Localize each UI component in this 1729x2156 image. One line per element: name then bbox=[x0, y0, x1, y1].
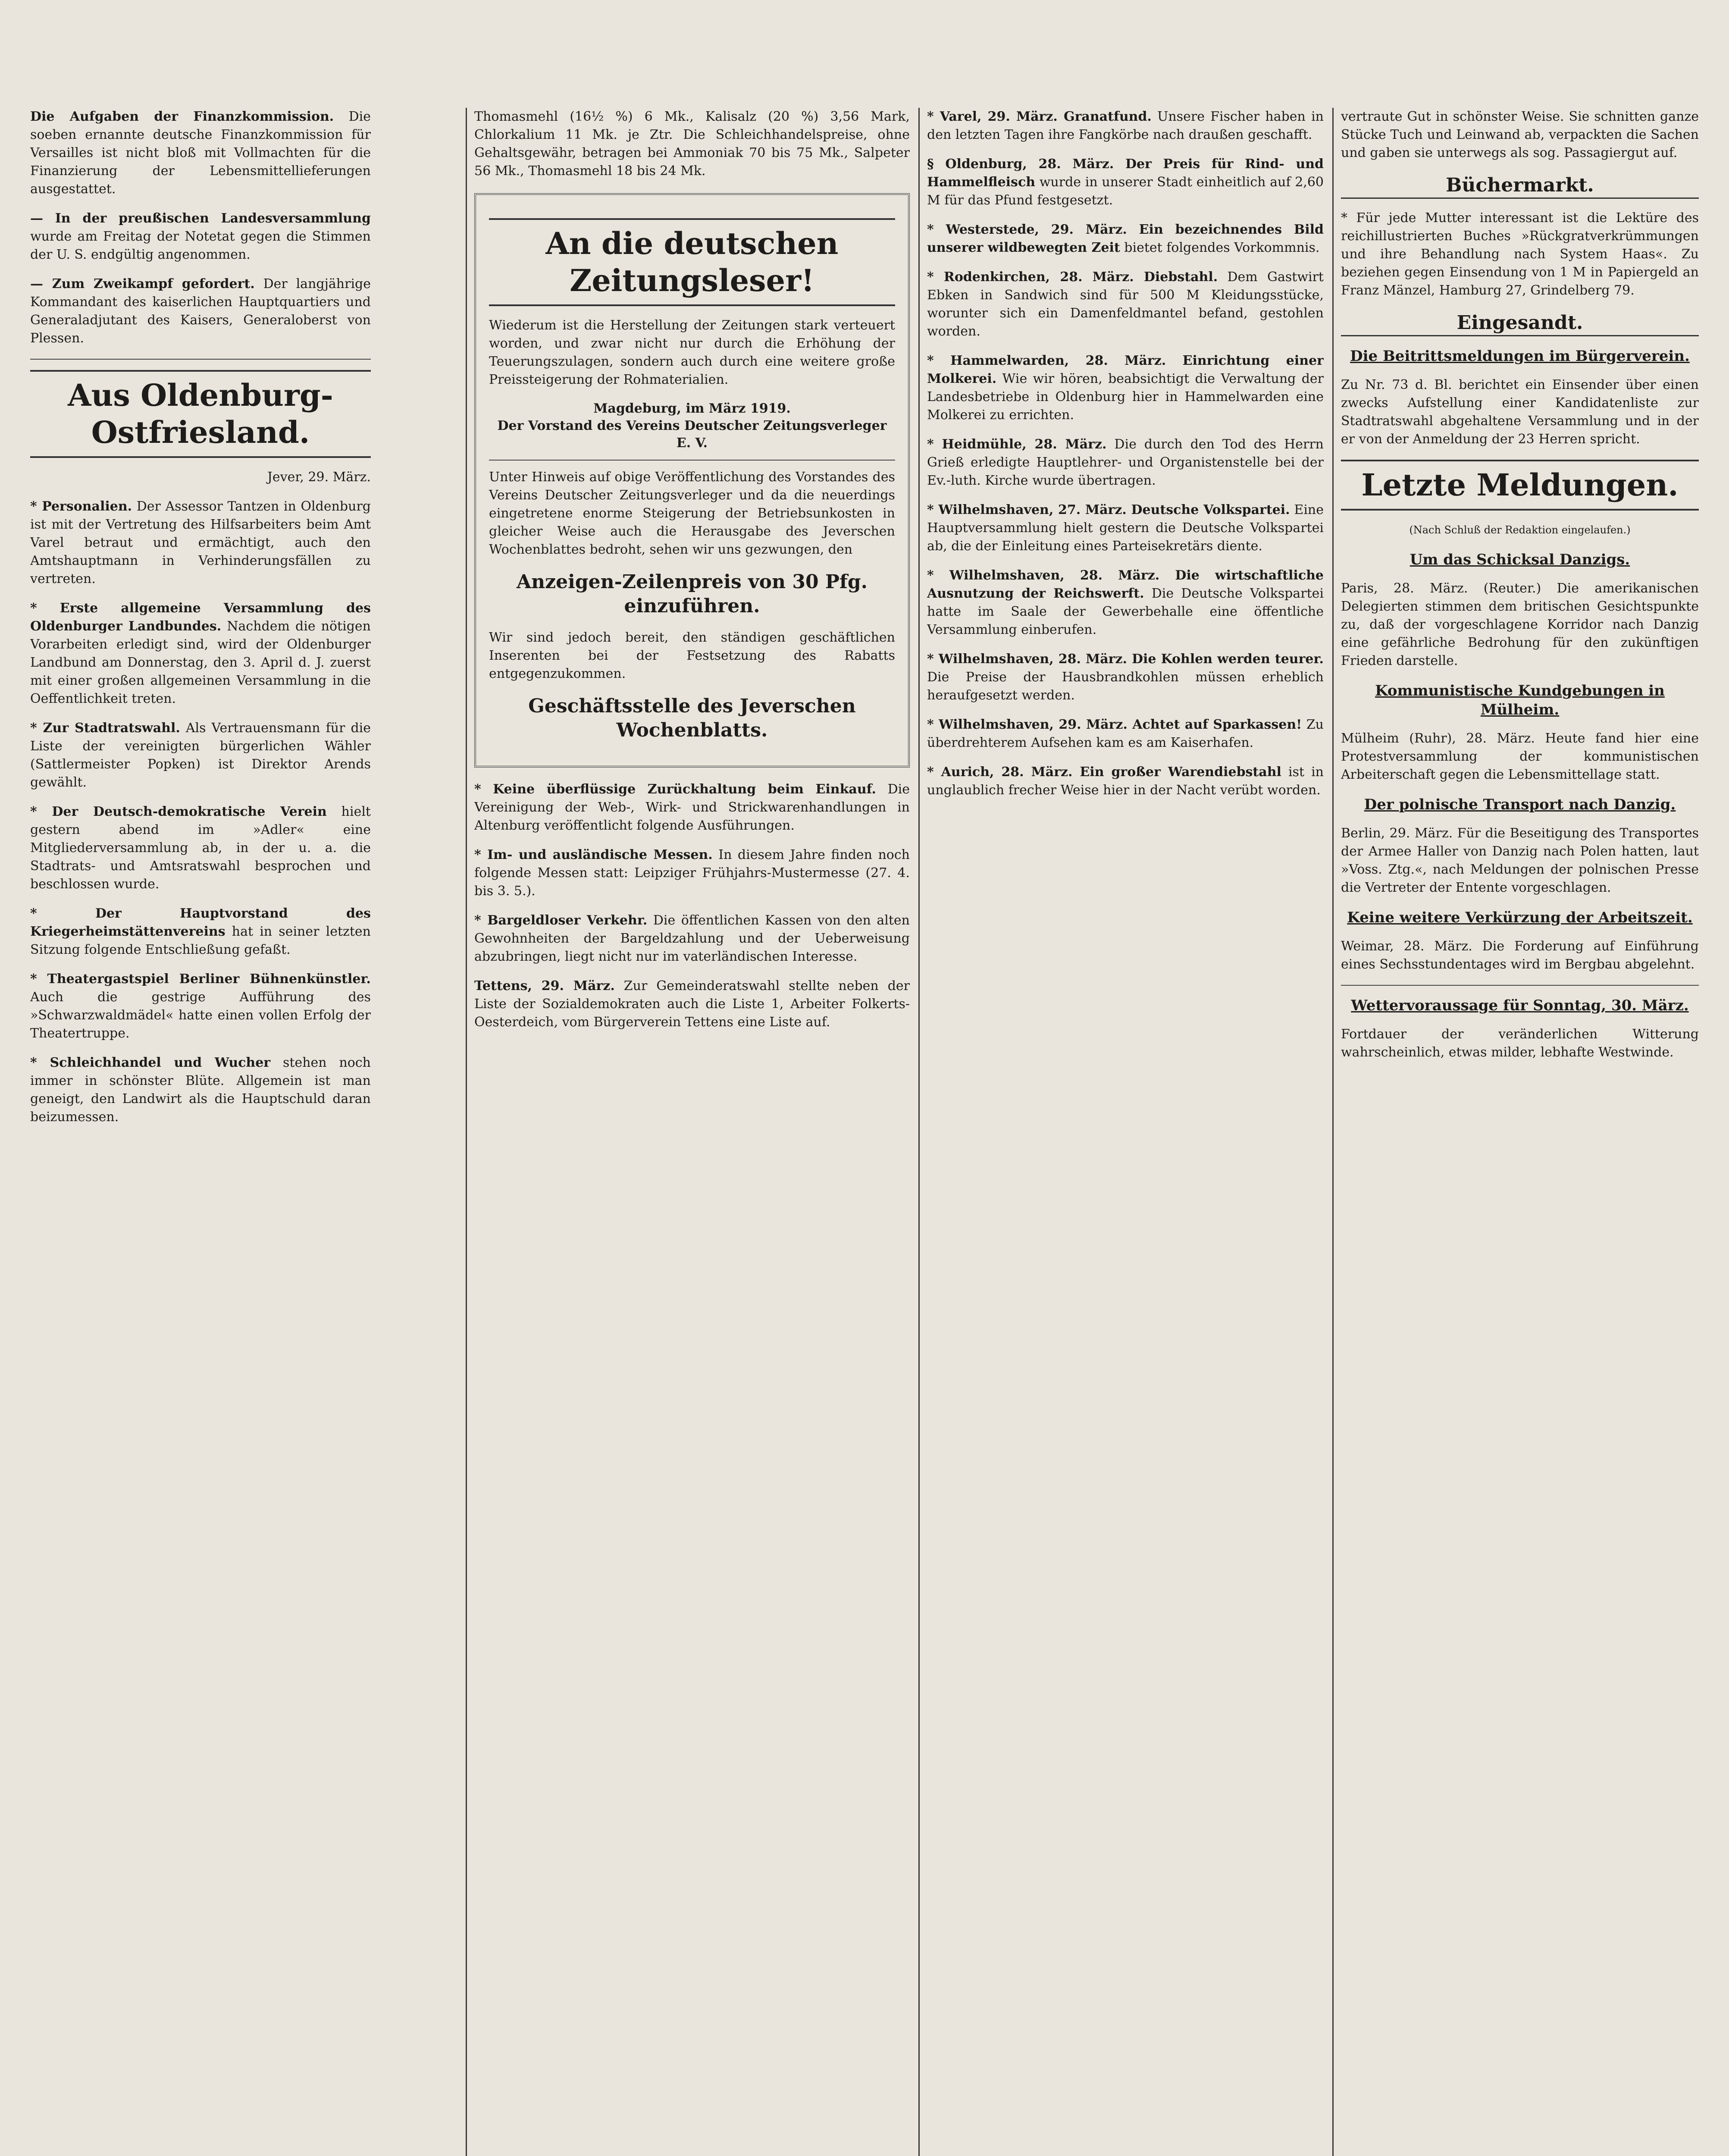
price-title: Anzeigen-Zeilenpreis von 30 Pfg. einzuführen. bbox=[517, 571, 868, 617]
column-rule bbox=[466, 108, 467, 2156]
news-item: Kommunistische Kundgebungen in Mülheim. Mülheim (Ruhr), 28. März. Heute fand hier eine Protestversammlung der kommunistischen Arbeiterschaft gegen die Lebensmittellage statt. bbox=[1341, 682, 1699, 782]
books-text: * Für jede Mutter interessant ist die Lektüre des reichillustrierten Buches »Rückgratverkrümmungen und ihre Behandlung nach System Haas«. Zu beziehen gegen Einsendung von 1 M in Papiergeld an Franz Mänzel, Hamburg 27, Grindelberg 79. bbox=[1341, 210, 1699, 298]
article: * Im- und ausländische Messen. In diesem Jahre finden noch folgende Messen statt: Leipziger Frühjahrs-Mustermesse (27. 4. bis 3. 5.). bbox=[474, 847, 910, 899]
section-title: Aus Oldenburg-Ostfriesland. bbox=[30, 370, 371, 458]
column-1 bbox=[30, 108, 371, 2156]
books-title: Büchermarkt. bbox=[1341, 173, 1699, 199]
publisher-appeal-box bbox=[474, 193, 910, 768]
article: * Westerstede, 29. März. Ein bezeichnendes Bild unserer wildbewegten Zeit bietet folgendes Vorkommnis. bbox=[927, 222, 1324, 255]
weather-title: Wettervoraussage für Sonntag, 30. März. bbox=[1351, 997, 1689, 1014]
appeal-text: Wiederum ist die Herstellung der Zeitungen stark verteuert worden, und zwar nicht nur durch die Erhöhung der Teuerungszulagen, sondern auch durch eine weitere große Preissteigerung der Rohmaterialien. bbox=[489, 318, 895, 387]
article: * Bargeldloser Verkehr. Die öffentlichen Kassen von den alten Gewohnheiten der Bargeldzahlung und der Ueberweisung abzubringen, liegt nicht nur im vaterländischen Interesse. bbox=[474, 913, 910, 964]
article: § Oldenburg, 28. März. Der Preis für Rind- und Hammelfleisch wurde in unserer Stadt einheitlich auf 2,60 M für das Pfund festgesetzt. bbox=[927, 157, 1324, 208]
article: * Zur Stadtratswahl. Als Vertrauensmann für die Liste der vereinigten bürgerlichen Wähler (Sattlermeister Popken) ist Direktor Arends gewählt. bbox=[30, 721, 371, 790]
column-2 bbox=[474, 108, 910, 2156]
article: * Erste allgemeine Versammlung des Oldenburger Landbundes. Nachdem die nötigen Vorarbeiten erledigt sind, wird der Oldenburger Landbund am Donnerstag, den 3. April d. J. zuerst mit einer großen allgemeinen Versammlung in die Oeffentlichkeit treten. bbox=[30, 601, 371, 706]
article: * Heidmühle, 28. März. Die durch den Tod des Herrn Grieß erledigte Hauptlehrer- und Organistenstelle bei der Ev.-luth. Kirche wurde übertragen. bbox=[927, 437, 1324, 488]
article: vertraute Gut in schönster Weise. Sie schnitten ganze Stücke Tuch und Leinwand ab, verpackten die Sachen und gaben sie unterwegs als sog. Passagiergut auf. bbox=[1341, 109, 1699, 160]
article: * Wilhelmshaven, 27. März. Deutsche Volkspartei. Eine Hauptversammlung hielt gestern die Deutsche Volkspartei ab, die der Einleitung eines Parteisekretärs diente. bbox=[927, 502, 1324, 554]
submitted-text: Zu Nr. 73 d. Bl. berichtet ein Einsender über einen zwecks Aufstellung einer Kandidatenliste zur Stadtratswahl abgehaltene Versammlung und in der er von der Anmeldung der 23 Herren spricht. bbox=[1341, 377, 1699, 447]
article: Die Aufgaben der Finanzkommission. Die soeben ernannte deutsche Finanzkommission für Versailles ist nicht bloß mit Vollmachten für die Finanzierung der Lebensmittellieferungen ausgestattet. bbox=[30, 109, 371, 197]
news-item: Um das Schicksal Danzigs. Paris, 28. März. (Reuter.) Die amerikanischen Delegierten stimmen dem britischen Gesichtspunkte zu, daß der vorgeschlagene Korridor nach Danzig eine gefährliche Bedrohung für den zukünftigen Frieden darstelle. bbox=[1341, 551, 1699, 668]
submitted-title: Eingesandt. bbox=[1341, 311, 1699, 336]
dateline: Jever, 29. März. bbox=[267, 470, 371, 485]
notice-text: Unter Hinweis auf obige Veröffentlichung des Vorstandes des Vereins Deutscher Zeitungsverleger und da die neuerdings eingetretene enorme Steigerung der Betriebsunkosten in gleicher Weise auch die Herausgabe des Jeverschen Wochenblattes bedroht, sehen wir uns gezwungen, den bbox=[489, 470, 895, 557]
article: * Wilhelmshaven, 28. März. Die Kohlen werden teurer. Die Preise der Hausbrandkohlen müssen erheblich heraufgesetzt werden. bbox=[927, 652, 1324, 703]
office-signature: Geschäftsstelle des Jeverschen Wochenblatts. bbox=[528, 695, 856, 741]
article: * Schleichhandel und Wucher stehen noch immer in schönster Blüte. Allgemein ist man geneigt, den Landwirt als die Hauptschuld daran beizumessen. bbox=[30, 1055, 371, 1125]
article: * Wilhelmshaven, 28. März. Die wirtschaftliche Ausnutzung der Reichswerft. Die Deutsche Volkspartei hatte im Saale der Gewerbehalle eine öffentliche Versammlung einberufen. bbox=[927, 568, 1324, 637]
article: * Aurich, 28. März. Ein großer Warendiebstahl ist in unglaublich frecher Weise hier in der Nacht verübt worden. bbox=[927, 765, 1324, 798]
article: * Rodenkirchen, 28. März. Diebstahl. Dem Gastwirt Ebken in Sandwich sind für 500 M Kleidungsstücke, worunter sich ein Damenfeldmantel befand, gestohlen worden. bbox=[927, 270, 1324, 339]
appeal-place: Magdeburg, im März 1919. bbox=[593, 401, 791, 416]
article: Thomasmehl (16½ %) 6 Mk., Kalisalz (20 %) 3,56 Mark, Chlorkalium 11 Mk. je Ztr. Die Schleichhandelspreise, ohne Gehaltsgewähr, betragen bei Ammoniak 70 bis 75 Mk., Salpeter 56 Mk., Thomasmehl 18 bis 24 Mk. bbox=[474, 109, 910, 179]
divider bbox=[489, 460, 895, 461]
appeal-title: An die deutschen Zeitungsleser! bbox=[489, 218, 895, 306]
article: * Theatergastspiel Berliner Bühnenkünstler. Auch die gestrige Aufführung des »Schwarzwaldmädel« hatte einen vollen Erfolg der Theatertruppe. bbox=[30, 971, 371, 1041]
column-rule bbox=[1332, 108, 1334, 2156]
article: Tettens, 29. März. Zur Gemeinderatswahl stellte neben der Liste der Sozialdemokraten auch die Liste 1, Arbeiter Folkerts-Oesterdeich, vom Bürgerverein Tettens eine Liste auf. bbox=[474, 978, 910, 1030]
latest-subtitle: (Nach Schluß der Redaktion eingelaufen.) bbox=[1409, 524, 1631, 536]
article: * Hammelwarden, 28. März. Einrichtung einer Molkerei. Wie wir hören, beabsichtigt die Verwaltung der Landesbetriebe in Oldenburg hier in Hammelwarden eine Molkerei zu errichten. bbox=[927, 353, 1324, 423]
article: * Wilhelmshaven, 29. März. Achtet auf Sparkassen! Zu überdrehterem Aufsehen kam es am Kaiserhafen. bbox=[927, 717, 1324, 750]
news-item: Der polnische Transport nach Danzig. Berlin, 29. März. Für die Beseitigung des Transportes der Armee Haller von Danzig nach Polen hatten, laut »Voss. Ztg.«, nach Meldungen der polnischen Presse die Vertreter der Entente vorgeschlagen. bbox=[1341, 796, 1699, 895]
divider bbox=[30, 359, 371, 360]
article: * Varel, 29. März. Granatfund. Unsere Fischer haben in den letzten Tagen ihre Fangkörbe nach draußen geschafft. bbox=[927, 109, 1324, 142]
weather-text: Fortdauer der veränderlichen Witterung wahrscheinlich, etwas milder, lebhafte Westwinde. bbox=[1341, 1027, 1699, 1060]
price-text: Wir sind jedoch bereit, den ständigen geschäftlichen Inserenten bei der Festsetzung des Rabatts entgegenzukommen. bbox=[489, 630, 895, 681]
article: — In der preußischen Landesversammlung wurde am Freitag der Notetat gegen die Stimmen der U. S. endgültig angenommen. bbox=[30, 211, 371, 262]
divider bbox=[1341, 985, 1699, 986]
article: — Zum Zweikampf gefordert. Der langjährige Kommandant des kaiserlichen Hauptquartiers und Generaladjutant des Kaisers, Generaloberst von Plessen. bbox=[30, 276, 371, 346]
article: * Der Deutsch-demokratische Verein hielt gestern abend im »Adler« eine Mitgliederversammlung ab, in der u. a. die Stadtrats- und Amtsratswahl besprochen und beschlossen wurde. bbox=[30, 804, 371, 892]
appeal-signature: Der Vorstand des Vereins Deutscher Zeitungsverleger E. V. bbox=[497, 418, 887, 451]
latest-title: Letzte Meldungen. bbox=[1341, 460, 1699, 511]
column-rule bbox=[918, 108, 920, 2156]
newspaper-page bbox=[30, 108, 1699, 2156]
article: * Keine überflüssige Zurückhaltung beim Einkauf. Die Vereinigung der Web-, Wirk- und Strickwarenhandlungen in Altenburg veröffentlicht folgende Ausführungen. bbox=[474, 782, 910, 833]
article: * Der Hauptvorstand des Kriegerheimstättenvereins hat in seiner letzten Sitzung folgende Entschließung gefaßt. bbox=[30, 906, 371, 957]
column-4 bbox=[1341, 108, 1699, 2156]
submitted-subtitle: Die Beitrittsmeldungen im Bürgerverein. bbox=[1350, 348, 1690, 365]
column-3 bbox=[927, 108, 1324, 2156]
news-item: Keine weitere Verkürzung der Arbeitszeit. Weimar, 28. März. Die Forderung auf Einführung eines Sechsstundentages wird im Bergbau abgelehnt. bbox=[1341, 909, 1699, 972]
article: * Personalien. Der Assessor Tantzen in Oldenburg ist mit der Vertretung des Hilfsarbeiters beim Amt Varel betraut und ermächtigt, auch den Amtshauptmann in Verhinderungsfällen zu vertreten. bbox=[30, 499, 371, 586]
